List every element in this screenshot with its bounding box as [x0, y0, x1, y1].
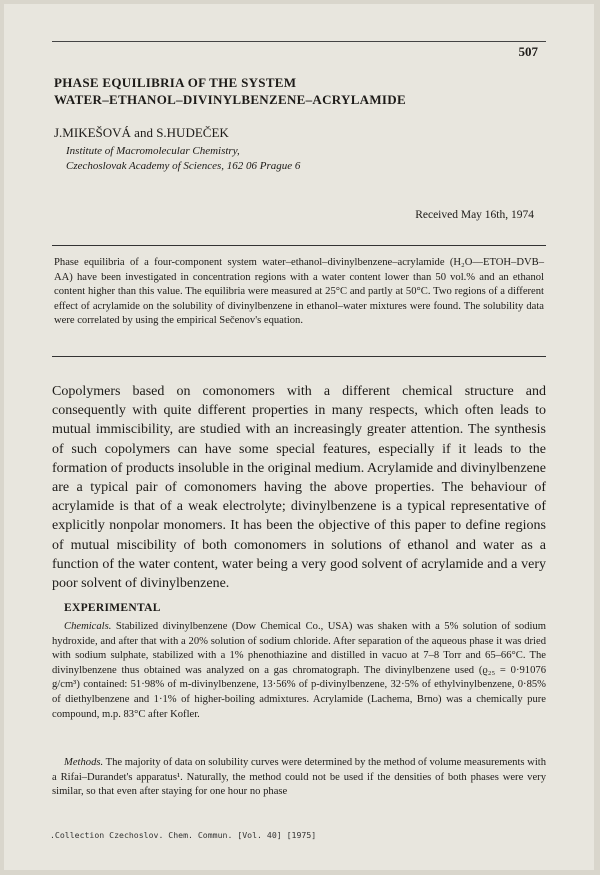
methods-lead: Methods.	[64, 757, 104, 768]
affiliation	[66, 144, 300, 174]
section-heading-experimental: EXPERIMENTAL	[64, 602, 161, 614]
methods-paragraph	[52, 756, 546, 800]
affiliation-line-2: Czechoslovak Academy of Sciences, 162 06 Prague 6	[66, 160, 301, 172]
received-date: Received May 16th, 1974	[415, 209, 534, 221]
chemicals-paragraph	[52, 620, 546, 722]
chemicals-text: Stabilized divinylbenzene (Dow Chemical Co., USA) was shaken with a 5% solution of sodium hydroxide, and after that with a 20% solution of sodium chloride. After separation of the aqueous phase it was dried with sodium sulphate, stabilized with a 1% phenothiazine and distilled in vacuo at 7–8 Torr and 65–66°C. The divinylbenzene thus obtained was analyzed on a gas chromatograph. The divinylbenzene used (ϱ₂₅ = 0·91076 g/cm³) contained: 51·98% of m-divinylbenzene, 13·56% of p-divinylbenzene, 32·5% of ethylvinylbenzene, 0·85% of diethylbenzene and 1·1% of higher-boiling admixtures. Acrylamide (Lachema, Brno) was a chemically pure compound, m.p. 83°C after Kofler.	[52, 621, 546, 720]
abstract-rule-top	[52, 245, 546, 246]
affiliation-line-1: Institute of Macromolecular Chemistry,	[66, 145, 240, 157]
introduction-paragraph: Copolymers based on comonomers with a different chemical structure and consequently with quite different properties in many respects, which often leads to mutual immiscibility, are studied with an increasingly greater attention. The synthesis of such copolymers can have some special features, especially if it leads to the formation of products insoluble in the original medium. Acrylamide and divinylbenzene are a typical pair of comonomers having the above properties. The behaviour of acrylamide is that of a weak electrolyte; divinylbenzene is a typical representative of explicitly nonpolar monomers. It has been the objective of this paper to define regions of mutual miscibility of both comonomers in solutions of ethanol and water as a function of the water content, water being a very good solvent of acrylamide and a very poor solvent of divinylbenzene.	[52, 384, 546, 592]
article-title	[54, 74, 534, 108]
authors: J.MIKEŠOVÁ and S.HUDEČEK	[54, 125, 229, 140]
article-page	[4, 4, 594, 870]
journal-footer: .Collection Czechoslov. Chem. Commun. [Vol. 40] [1975]	[50, 830, 317, 840]
abstract-rule-bottom	[52, 356, 546, 357]
header-rule	[52, 41, 546, 42]
page-number: 507	[518, 44, 538, 59]
title-line-1: PHASE EQUILIBRIA OF THE SYSTEM	[54, 75, 297, 90]
title-line-2: WATER–ETHANOL–DIVINYLBENZENE–ACRYLAMIDE	[54, 92, 406, 107]
abstract: Phase equilibria of a four-component system water–ethanol–divinylbenzene–acrylamide (H₂O––ETOH–DVB–AA) have been investigated in concentration regions with a water content lower than 50 vol.% and an ethanol content higher than this value. The equilibria were measured at 25°C and partly at 50°C. Two regions of a different effect of acrylamide on the solubility of divinylbenzene in ethanol–water mixtures were found. The solubility data were correlated by using the empirical Sečenov's equation.	[54, 257, 544, 326]
chemicals-lead: Chemicals.	[64, 621, 112, 632]
methods-text: The majority of data on solubility curves were determined by the method of volume measurements with a Rifai–Durandet's apparatus¹. Naturally, the method could not be used if the densities of both phases were very similar, so that even after staying for one hour no phase	[52, 757, 547, 798]
